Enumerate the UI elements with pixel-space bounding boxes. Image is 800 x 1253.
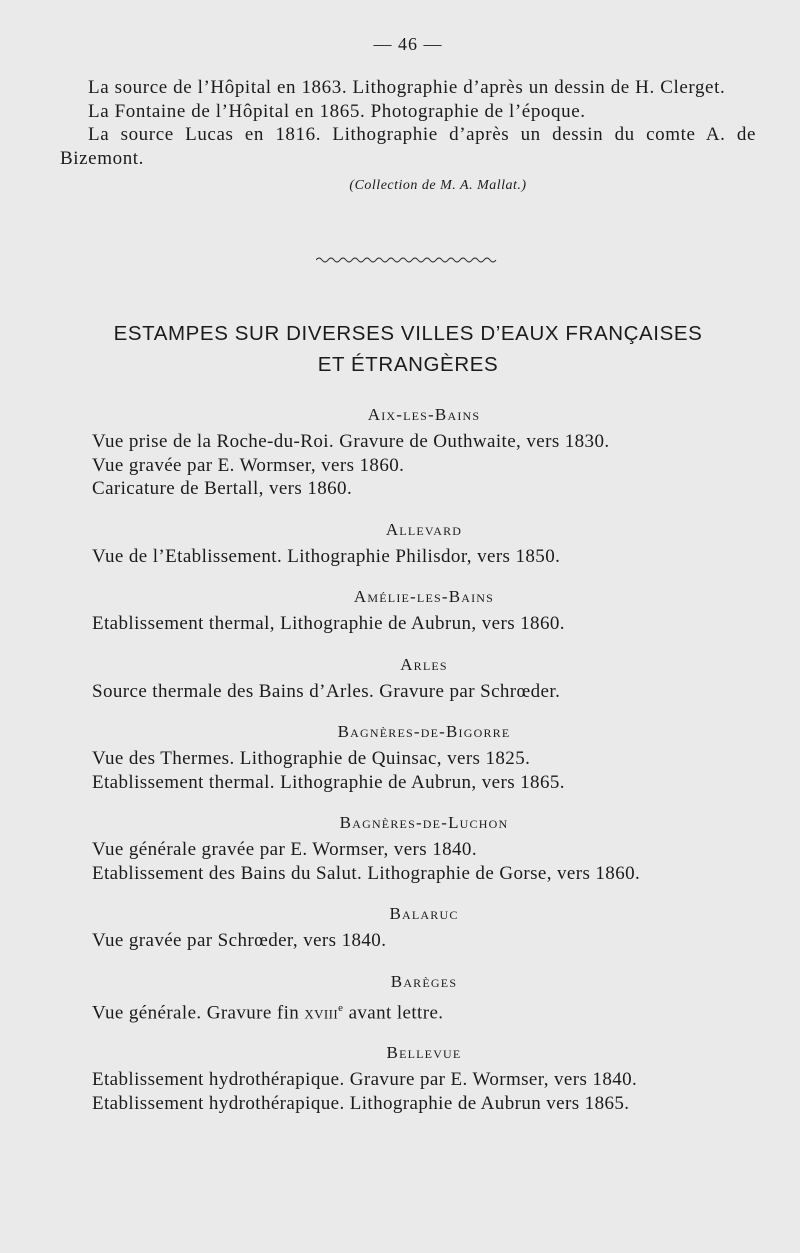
intro-paragraph: La Fontaine de l’Hôpital en 1865. Photographie de l’époque. [88,100,586,122]
city-heading: Bagnères-de-Luchon [339,813,509,832]
city-heading: Bagnères-de-Bigorre [337,722,511,741]
section-bareges [92,967,756,1025]
section-aix-les-bains [92,400,756,501]
section-allevard [92,515,756,569]
city-heading: Balaruc [389,904,459,923]
section-bagneres-de-bigorre [92,717,756,794]
section-bellevue [92,1038,756,1115]
entry-line: Source thermale des Bains d’Arles. Gravure par Schrœder. [92,680,561,702]
entry-line: Vue gravée par E. Wormser, vers 1860. [92,454,405,476]
entry-line: Vue prise de la Roche-du-Roi. Gravure de Outhwaite, vers 1830. [92,431,610,452]
section-amelie-les-bains [92,582,756,636]
intro-paragraph: La source Lucas en 1816. Lithographie d’après un dessin du comte A. de Bizemont. [60,124,756,169]
city-sections [60,400,756,1115]
main-title-line-2: ET ÉTRANGÈRES [317,353,499,376]
entry-line: Vue gravée par Schrœder, vers 1840. [92,930,387,951]
section-arles [92,650,756,704]
entry-line: Etablissement hydrothérapique. Gravure par E. Wormser, vers 1840. [92,1069,638,1091]
main-title-line-1: ESTAMPES SUR DIVERSES VILLES D’EAUX FRANÇAISES [113,322,703,345]
entry-line: Etablissement des Bains du Salut. Lithographie de Gorse, vers 1860. [92,862,641,884]
city-heading: Aix-les-Bains [367,405,481,424]
entry-line: Vue des Thermes. Lithographie de Quinsac, vers 1825. [92,748,531,769]
intro-paragraph: La source de l’Hôpital en 1863. Lithographie d’après un dessin de H. Clerget. [88,77,726,98]
city-heading: Amélie-les-Bains [353,587,495,606]
city-heading: Arles [400,654,448,674]
section-balaruc [92,899,756,953]
section-bagneres-de-luchon [92,808,756,885]
entry-line: Vue générale gravée par E. Wormser, vers 1840. [92,839,477,860]
city-heading: Bellevue [386,1043,462,1063]
wavy-divider-ornament [316,252,500,266]
city-heading: Barèges [390,971,458,991]
entry-line: Etablissement hydrothérapique. Lithographie de Aubrun vers 1865. [92,1092,630,1114]
collection-credit: (Collection de M. A. Mallat.) [349,178,527,193]
entry-line: Vue de l’Etablissement. Lithographie Philisdor, vers 1850. [92,545,561,567]
city-heading: Allevard [385,519,463,539]
entry-line: Vue générale. Gravure fin xviii$^e$ avant lettre. [92,1001,444,1023]
entry-line: Etablissement thermal, Lithographie de Aubrun, vers 1860. [92,613,565,634]
entry-line: Caricature de Bertall, vers 1860. [92,478,353,499]
entry-line: Etablissement thermal. Lithographie de Aubrun, vers 1865. [92,771,565,793]
main-title [60,318,756,380]
page-number: — 46 — [373,34,443,54]
intro-block [60,76,756,170]
